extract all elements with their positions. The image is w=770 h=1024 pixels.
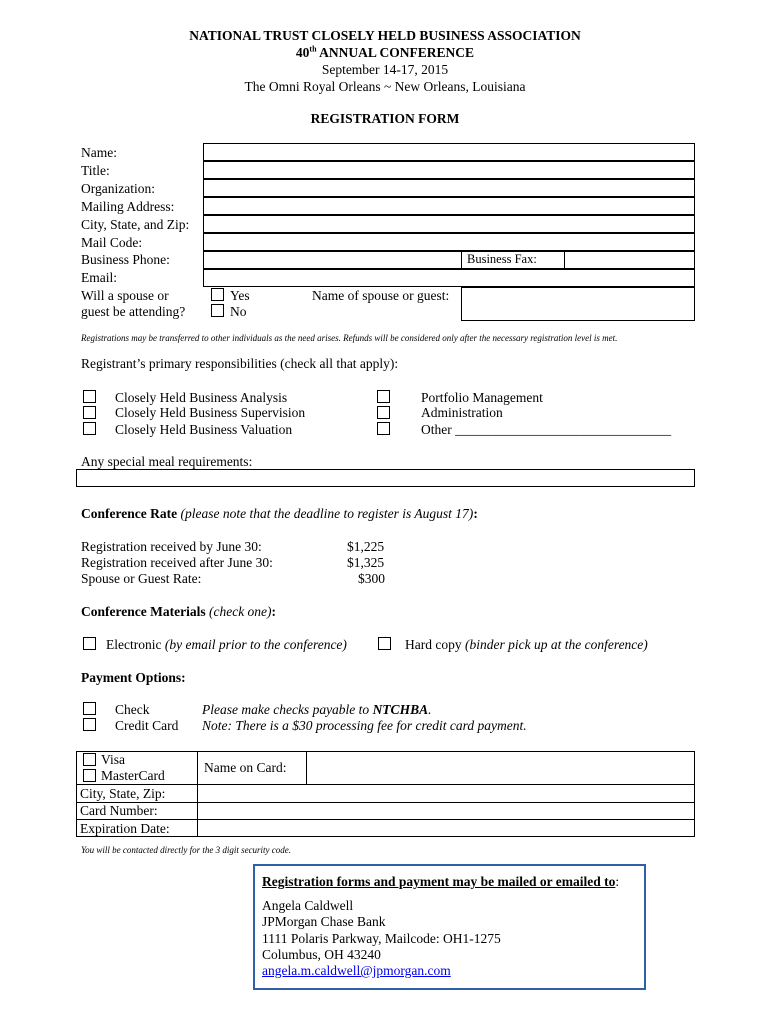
mail-code-field[interactable] [203,233,695,251]
organization-field[interactable] [203,179,695,197]
rate-row-label: Registration received after June 30: [81,555,273,570]
mastercard-label: MasterCard [101,768,165,783]
supervision-checkbox[interactable] [83,406,96,419]
card-city-field[interactable] [198,785,694,801]
mail-to-company: JPMorgan Chase Bank [262,914,386,929]
card-number-field[interactable] [198,803,694,818]
mail-to-heading: Registration forms and payment may be mailed or emailed to: [262,874,620,889]
org-title: NATIONAL TRUST CLOSELY HELD BUSINESS ASSOCIATION [189,28,581,43]
spouse-yes-checkbox[interactable] [211,288,224,301]
hardcopy-label: Hard copy (binder pick up at the conference) [405,637,648,652]
expiration-label: Expiration Date: [80,821,170,836]
security-note: You will be contacted directly for the 3 digit security code. [81,845,292,855]
administration-label: Administration [421,405,503,420]
business-phone-field[interactable] [203,251,695,269]
visa-label: Visa [101,752,125,767]
card-city-label: City, State, Zip: [80,786,166,801]
analysis-label: Closely Held Business Analysis [115,390,288,405]
mastercard-checkbox[interactable] [83,769,96,782]
spouse-question-line2: guest be attending? [81,304,186,319]
mail-to-street: 1111 Polaris Parkway, Mailcode: OH1-1275 [262,931,501,946]
mail-to-email-link[interactable]: angela.m.caldwell@jpmorgan.com [262,963,451,978]
responsibilities-heading: Registrant’s primary responsibilities (check all that apply): [81,356,399,371]
name-on-card-label: Name on Card: [204,760,287,775]
credit-card-label: Credit Card [115,718,179,733]
conference-title: 40th ANNUAL CONFERENCE [295,44,475,60]
payable-note: Please make checks payable to NTCHBA. [202,702,432,717]
mailing-address-label: Mailing Address: [81,199,175,214]
rate-row-amount: $1,325 [347,555,385,570]
electronic-checkbox[interactable] [83,637,96,650]
card-number-label: Card Number: [80,803,158,818]
phone-fax-divider [461,251,462,269]
spouse-no-label: No [230,304,247,319]
business-phone-label: Business Phone: [81,252,170,267]
other-label: Other ________________________________ [421,422,672,437]
mail-code-label: Mail Code: [81,235,143,250]
check-label: Check [115,702,150,717]
expiration-field[interactable] [198,820,694,836]
name-field[interactable] [203,143,695,161]
electronic-label: Electronic (by email prior to the conference) [106,637,347,652]
title-label: Title: [81,163,110,178]
portfolio-label: Portfolio Management [421,390,543,405]
check-checkbox[interactable] [83,702,96,715]
email-label: Email: [81,270,117,285]
rate-heading: Conference Rate (please note that the deadline to register is August 17): [81,506,478,521]
spouse-no-checkbox[interactable] [211,304,224,317]
fee-note: Note: There is a $30 processing fee for credit card payment. [202,718,527,733]
conference-venue: The Omni Royal Orleans ~ New Orleans, Louisiana [244,79,526,94]
spouse-question-line1: Will a spouse or [81,288,169,303]
conference-dates: September 14-17, 2015 [321,62,449,77]
organization-label: Organization: [81,181,155,196]
portfolio-checkbox[interactable] [377,390,390,403]
rate-row-amount: $1,225 [347,539,385,554]
email-field[interactable] [203,269,695,287]
rate-row-label: Registration received by June 30: [81,539,262,554]
city-state-zip-field[interactable] [203,215,695,233]
meal-label: Any special meal requirements: [81,454,253,469]
mailing-address-field[interactable] [203,197,695,215]
rate-row-label: Spouse or Guest Rate: [81,571,202,586]
fax-divider [564,251,565,269]
form-title: REGISTRATION FORM [310,111,460,126]
meal-field[interactable] [76,469,695,487]
spouse-name-field[interactable] [461,287,695,321]
rate-row-amount: $300 [358,571,385,586]
visa-checkbox[interactable] [83,753,96,766]
hardcopy-checkbox[interactable] [378,637,391,650]
mail-to-city: Columbus, OH 43240 [262,947,381,962]
spouse-yes-label: Yes [230,288,250,303]
name-on-card-field[interactable] [307,752,694,783]
materials-heading: Conference Materials (check one): [81,604,277,619]
business-fax-label: Business Fax: [467,252,537,266]
credit-card-checkbox[interactable] [83,718,96,731]
analysis-checkbox[interactable] [83,390,96,403]
title-field[interactable] [203,161,695,179]
administration-checkbox[interactable] [377,406,390,419]
spouse-name-label: Name of spouse or guest: [312,288,450,303]
name-label: Name: [81,145,117,160]
mail-to-name: Angela Caldwell [262,898,354,913]
mail-to-email-wrap [262,963,451,979]
valuation-checkbox[interactable] [83,422,96,435]
payment-heading: Payment Options: [81,670,186,685]
other-checkbox[interactable] [377,422,390,435]
transfer-note: Registrations may be transferred to other individuals as the need arises. Refunds will be considered only after the necessary registration level is met. [81,333,618,343]
city-state-zip-label: City, State, and Zip: [81,217,190,232]
supervision-label: Closely Held Business Supervision [115,405,306,420]
valuation-label: Closely Held Business Valuation [115,422,293,437]
